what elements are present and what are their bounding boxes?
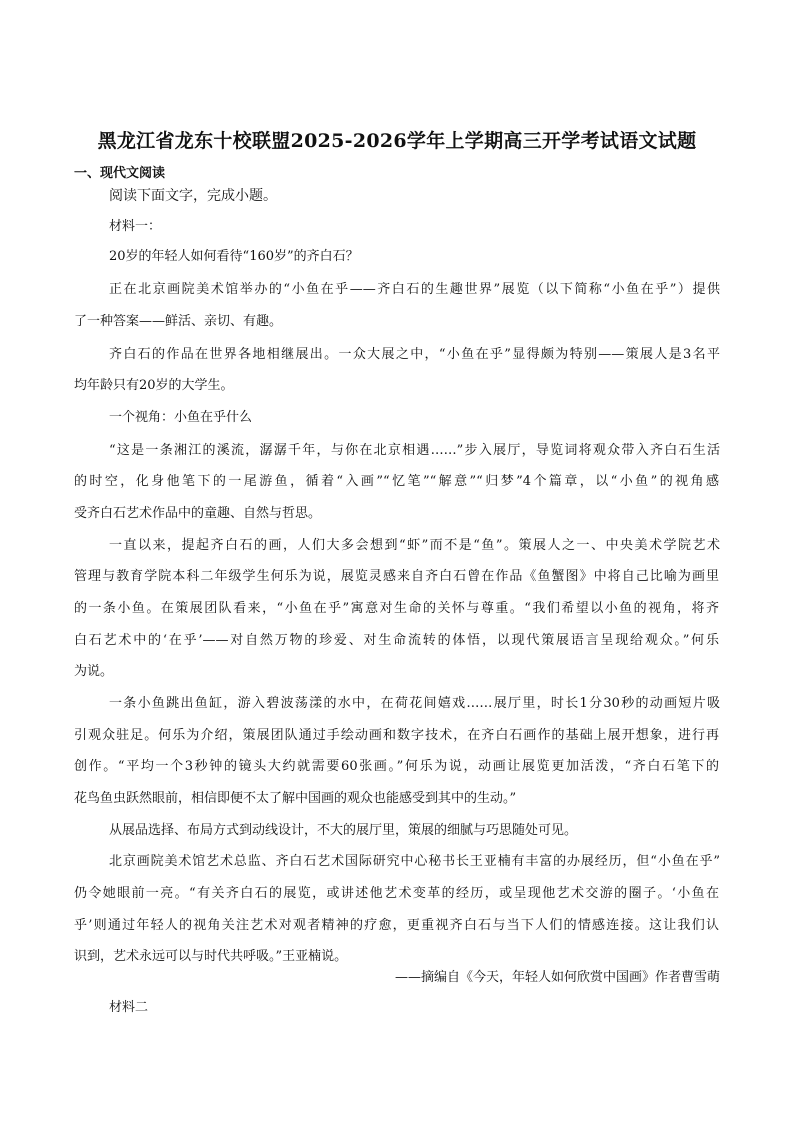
paragraph-line: 识到，艺术永远可以与时代共呼吸。”王亚楠说。 — [74, 949, 348, 964]
paragraph-line: 一条小鱼跳出鱼缸，游入碧波荡漾的水中，在荷花间嬉戏……展厅里，时长1分30秒的动画短片吸 — [109, 696, 720, 711]
paragraph-line: 正在北京画院美术馆举办的“小鱼在乎——齐白石的生趣世界”展览（以下简称“小鱼在乎”）提供 — [109, 282, 720, 297]
paragraph-line: 为说。 — [74, 664, 114, 679]
paragraph-line: 受齐白石艺术作品中的童趣、自然与哲思。 — [74, 506, 322, 521]
article-headline: 20岁的年轻人如何看待“160岁”的齐白石？ — [109, 249, 359, 264]
paragraph-line: 的一条小鱼。在策展团队看来，“小鱼在乎”寓意对生命的关怀与尊重。“我们希望以小鱼的视角，将齐 — [74, 601, 719, 616]
paragraph-line: 管理与教育学院本科二年级学生何乐为说，展览灵感来自齐白石曾在作品《鱼蟹图》中将自己比喻为画里 — [74, 569, 719, 584]
paragraph-line: 仍令她眼前一亮。“有关齐白石的展览，或讲述他艺术变革的经历，或呈现他艺术交游的圈子。‘小鱼在 — [74, 886, 719, 901]
paragraph-line: 从展品选择、布局方式到动线设计，不大的展厅里，策展的细腻与巧思随处可见。 — [109, 823, 578, 838]
paragraph-line: “这是一条湘江的溪流，潺潺千年，与你在北京相遇……”步入展厅，导览词将观众带入齐白石生活 — [109, 443, 720, 458]
document-title: 黑龙江省龙东十校联盟2025-2026学年上学期高三开学考试语文试题 — [97, 130, 697, 152]
paragraph-line: 了一种答案——鲜活、亲切、有趣。 — [74, 314, 283, 329]
subheading: 一个视角：小鱼在乎什么 — [109, 410, 253, 425]
paragraph-line: 创作。“平均一个3秒钟的镜头大约就需要60张画。”何乐为说，动画让展览更加活泼，“齐白石笔下的 — [74, 759, 719, 774]
paragraph-line: 花鸟鱼虫跃然眼前，相信即便不太了解中国画的观众也能感受到其中的生动。” — [74, 791, 517, 806]
paragraph-line: 均年龄只有20岁的大学生。 — [74, 378, 234, 393]
paragraph-line: 北京画院美术馆艺术总监、齐白石艺术国际研究中心秘书长王亚楠有丰富的办展经历，但“小鱼在乎” — [109, 854, 720, 869]
paragraph-line: 引观众驻足。何乐为介绍，策展团队通过手绘动画和数字技术，在齐白石画作的基础上展开想象，进行再 — [74, 728, 719, 743]
paragraph-line: 一直以来，提起齐白石的画，人们大多会想到“虾”而不是“鱼”。策展人之一、中央美术学院艺术 — [109, 538, 720, 553]
material-label: 材料二 — [109, 1000, 149, 1015]
paragraph-line: 的时空，化身他笔下的一尾游鱼，循着“入画”“忆笔”“解意”“归梦”4个篇章，以“小鱼”的视角感 — [74, 474, 719, 489]
paragraph-line: 齐白石的作品在世界各地相继展出。一众大展之中，“小鱼在乎”显得颇为特别——策展人是3名平 — [109, 347, 720, 362]
paragraph-line: 白石艺术中的‘在乎’——对自然万物的珍爱、对生命流转的体悟，以现代策展语言呈现给观众。”何乐 — [74, 633, 719, 648]
source-citation: ——摘编自《今天，年轻人如何欣赏中国画》作者曹雪萌 — [394, 970, 720, 985]
instruction-text: 阅读下面文字，完成小题。 — [109, 188, 277, 204]
paragraph-line: 乎’则通过年轻人的视角关注艺术对观者精神的疗愈，更重视齐白石与当下人们的情感连接。这让我们认 — [74, 918, 719, 933]
section-heading: 一、现代文阅读 — [74, 166, 166, 181]
material-label: 材料一： — [109, 219, 162, 234]
